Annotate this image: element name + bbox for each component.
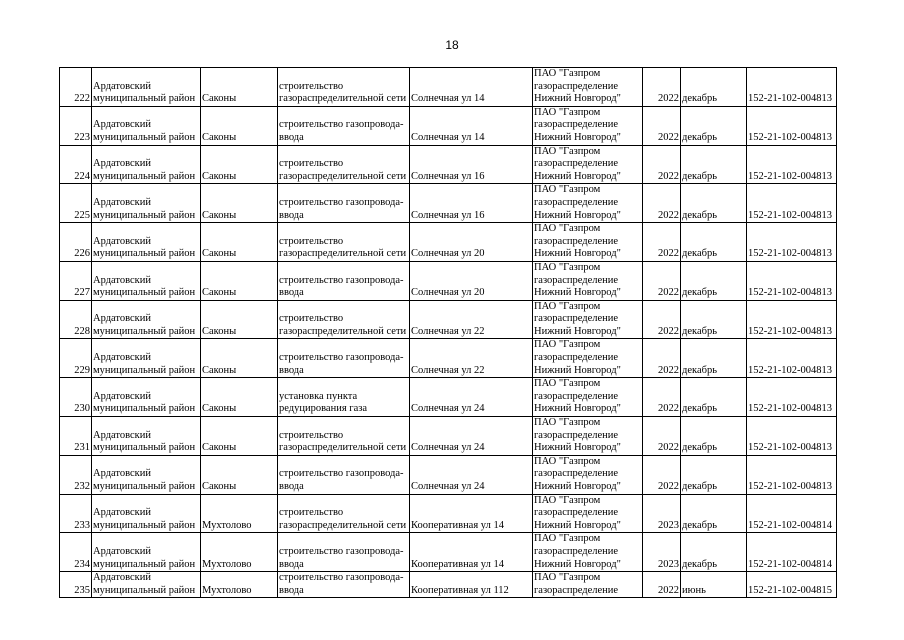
year-cell: 2023 [643, 494, 681, 533]
work-type-cell-line: редуцирования газа [279, 403, 368, 415]
code-cell: 152-21-102-004813 [747, 261, 837, 300]
organization-cell [533, 455, 643, 494]
year-cell: 2022 [643, 339, 681, 378]
organization-cell [533, 184, 643, 223]
month-cell: декабрь [681, 417, 747, 456]
year-cell: 2022 [643, 261, 681, 300]
work-type-cell-line: строительство [279, 313, 344, 325]
organization-cell [533, 106, 643, 145]
month-cell: декабрь [681, 494, 747, 533]
address-cell: Солнечная ул 24 [410, 417, 533, 456]
organization-cell-line: Нижний Новгород" [534, 403, 621, 415]
locality-cell: Саконы [201, 339, 278, 378]
organization-cell-line: ПАО "Газпром [534, 223, 601, 235]
month-cell: декабрь [681, 455, 747, 494]
work-type-cell [278, 455, 410, 494]
work-type-cell-line: ввода [279, 558, 304, 570]
organization-cell-line: Нижний Новгород" [534, 170, 621, 182]
organization-cell-line: ПАО "Газпром [534, 68, 601, 79]
district-cell-line: Ардатовский [93, 196, 152, 208]
code-cell: 152-21-102-004813 [747, 184, 837, 223]
organization-cell [533, 378, 643, 417]
organization-cell [533, 339, 643, 378]
organization-cell-line: ПАО "Газпром [534, 339, 601, 351]
district-cell [92, 223, 201, 262]
organization-cell-line: газораспределение [534, 545, 619, 557]
organization-cell-line: газораспределение [534, 313, 619, 325]
organization-cell-line: ПАО "Газпром [534, 572, 601, 584]
work-type-cell [278, 533, 410, 572]
district-cell [92, 455, 201, 494]
district-cell [92, 494, 201, 533]
work-type-cell-line: строительство [279, 507, 344, 519]
district-cell [92, 572, 201, 598]
address-cell: Солнечная ул 24 [410, 378, 533, 417]
organization-cell [533, 300, 643, 339]
locality-cell: Саконы [201, 106, 278, 145]
work-type-cell-line: строительство [279, 429, 344, 441]
year-cell: 2022 [643, 572, 681, 598]
district-cell-line: Ардатовский [93, 429, 152, 441]
table-body [60, 68, 837, 598]
organization-cell-line: Нижний Новгород" [534, 287, 621, 299]
month-cell: декабрь [681, 378, 747, 417]
district-cell-line: муниципальный район [93, 403, 196, 415]
organization-cell-line: газораспределение [534, 158, 619, 170]
month-cell: декабрь [681, 145, 747, 184]
address-cell: Солнечная ул 22 [410, 300, 533, 339]
district-cell-line: Ардатовский [93, 468, 152, 480]
organization-cell-line: газораспределение [534, 352, 619, 364]
organization-cell-line: Нижний Новгород" [534, 209, 621, 221]
locality-cell: Саконы [201, 455, 278, 494]
table-row [60, 533, 837, 572]
work-type-cell-line: газораспределительной сети [279, 248, 407, 260]
code-cell: 152-21-102-004813 [747, 378, 837, 417]
organization-cell [533, 68, 643, 107]
locality-cell: Саконы [201, 184, 278, 223]
organization-cell-line: ПАО "Газпром [534, 145, 601, 157]
organization-cell-line: Нижний Новгород" [534, 325, 621, 337]
work-type-cell-line: ввода [279, 481, 304, 492]
year-cell: 2022 [643, 455, 681, 494]
month-cell: декабрь [681, 339, 747, 378]
work-type-cell [278, 184, 410, 223]
organization-cell [533, 223, 643, 262]
work-type-cell-line: строительство газопровода- [279, 468, 404, 480]
locality-cell: Саконы [201, 261, 278, 300]
work-type-cell-line: строительство газопровода- [279, 352, 404, 364]
district-cell [92, 417, 201, 456]
district-cell-line: Ардатовский [93, 80, 152, 92]
month-cell: декабрь [681, 261, 747, 300]
row-number-cell: 235 [60, 572, 92, 598]
district-cell-line: Ардатовский [93, 274, 152, 286]
organization-cell-line: Нижний Новгород" [534, 519, 621, 531]
district-cell-line: Ардатовский [93, 235, 152, 247]
district-cell-line: муниципальный район [93, 481, 196, 492]
district-cell-line: муниципальный район [93, 287, 196, 299]
organization-cell-line: газораспределение [534, 119, 619, 131]
address-cell: Кооперативная ул 112 [410, 572, 533, 598]
work-type-cell-line: газораспределительной сети [279, 442, 407, 454]
row-number-cell: 224 [60, 145, 92, 184]
work-type-cell [278, 417, 410, 456]
month-cell: декабрь [681, 68, 747, 107]
organization-cell-line: Нижний Новгород" [534, 248, 621, 260]
work-type-cell-line: газораспределительной сети [279, 325, 407, 337]
district-cell-line: муниципальный район [93, 519, 196, 531]
table-row [60, 300, 837, 339]
district-cell-line: муниципальный район [93, 558, 196, 570]
table-row [60, 572, 837, 598]
table-row [60, 417, 837, 456]
organization-cell-line: Нижний Новгород" [534, 364, 621, 376]
locality-cell: Саконы [201, 145, 278, 184]
work-type-cell-line: строительство [279, 80, 344, 92]
row-number-cell: 222 [60, 68, 92, 107]
district-cell-line: Ардатовский [93, 158, 152, 170]
organization-cell [533, 261, 643, 300]
row-number-cell: 229 [60, 339, 92, 378]
address-cell: Солнечная ул 20 [410, 261, 533, 300]
organization-cell-line: Нижний Новгород" [534, 93, 621, 105]
table-row [60, 378, 837, 417]
district-cell [92, 261, 201, 300]
locality-cell: Мухтолово [201, 572, 278, 598]
locality-cell: Саконы [201, 417, 278, 456]
organization-cell [533, 417, 643, 456]
organization-cell-line: ПАО "Газпром [534, 533, 601, 545]
district-cell-line: муниципальный район [93, 209, 196, 221]
district-cell [92, 533, 201, 572]
work-type-cell [278, 494, 410, 533]
work-type-cell [278, 572, 410, 598]
organization-cell-line: газораспределение [534, 390, 619, 402]
year-cell: 2022 [643, 184, 681, 223]
work-type-cell [278, 261, 410, 300]
work-type-cell [278, 378, 410, 417]
district-cell-line: Ардатовский [93, 390, 152, 402]
table-row [60, 494, 837, 533]
organization-cell-line: газораспределение [534, 235, 619, 247]
district-cell-line: муниципальный район [93, 248, 196, 260]
row-number-cell: 228 [60, 300, 92, 339]
work-type-cell [278, 106, 410, 145]
work-type-cell-line: ввода [279, 287, 304, 299]
year-cell: 2022 [643, 223, 681, 262]
row-number-cell: 233 [60, 494, 92, 533]
district-cell [92, 184, 201, 223]
locality-cell: Саконы [201, 300, 278, 339]
organization-cell-line: газораспределение [534, 196, 619, 208]
work-type-cell [278, 223, 410, 262]
code-cell: 152-21-102-004813 [747, 106, 837, 145]
code-cell: 152-21-102-004813 [747, 300, 837, 339]
month-cell: июнь [681, 572, 747, 598]
locality-cell: Саконы [201, 378, 278, 417]
district-cell [92, 68, 201, 107]
locality-cell: Мухтолово [201, 494, 278, 533]
district-cell-line: Ардатовский [93, 313, 152, 325]
work-type-cell-line: строительство газопровода- [279, 545, 404, 557]
organization-cell-line: Нижний Новгород" [534, 558, 621, 570]
district-cell-line: Ардатовский [93, 545, 152, 557]
organization-cell-line: Нижний Новгород" [534, 131, 621, 143]
organization-cell-line: газораспределение [534, 507, 619, 519]
work-type-cell [278, 300, 410, 339]
work-type-cell-line: строительство [279, 158, 344, 170]
row-number-cell: 223 [60, 106, 92, 145]
organization-cell-line: газораспределение [534, 274, 619, 286]
address-cell: Солнечная ул 14 [410, 106, 533, 145]
code-cell: 152-21-102-004813 [747, 455, 837, 494]
organization-cell-line: ПАО "Газпром [534, 455, 601, 467]
month-cell: декабрь [681, 223, 747, 262]
row-number-cell: 225 [60, 184, 92, 223]
organization-cell-line: Нижний Новгород" [534, 481, 621, 492]
district-cell-line: муниципальный район [93, 170, 196, 182]
row-number-cell: 232 [60, 455, 92, 494]
table-row [60, 184, 837, 223]
year-cell: 2022 [643, 68, 681, 107]
work-type-cell-line: ввода [279, 364, 304, 376]
organization-cell [533, 145, 643, 184]
month-cell: декабрь [681, 184, 747, 223]
organization-cell [533, 572, 643, 598]
district-cell [92, 106, 201, 145]
district-cell [92, 378, 201, 417]
table-row [60, 339, 837, 378]
locality-cell: Мухтолово [201, 533, 278, 572]
row-number-cell: 231 [60, 417, 92, 456]
row-number-cell: 227 [60, 261, 92, 300]
organization-cell-line: ПАО "Газпром [534, 106, 601, 118]
organization-cell-line: ПАО "Газпром [534, 378, 601, 390]
organization-cell [533, 494, 643, 533]
district-cell-line: Ардатовский [93, 572, 152, 584]
work-type-cell-line: ввода [279, 131, 304, 143]
work-type-cell-line: газораспределительной сети [279, 519, 407, 531]
district-cell [92, 300, 201, 339]
year-cell: 2022 [643, 378, 681, 417]
year-cell: 2022 [643, 300, 681, 339]
work-type-cell-line: ввода [279, 584, 304, 596]
address-cell: Солнечная ул 22 [410, 339, 533, 378]
locality-cell: Саконы [201, 223, 278, 262]
district-cell-line: муниципальный район [93, 364, 196, 376]
month-cell: декабрь [681, 106, 747, 145]
work-type-cell-line: ввода [279, 209, 304, 221]
organization-cell-line: газораспределение [534, 80, 619, 92]
page-number: 18 [445, 38, 459, 52]
row-number-cell: 234 [60, 533, 92, 572]
address-cell: Кооперативная ул 14 [410, 494, 533, 533]
organization-cell [533, 533, 643, 572]
address-cell: Солнечная ул 20 [410, 223, 533, 262]
work-type-cell [278, 339, 410, 378]
district-cell-line: муниципальный район [93, 131, 196, 143]
month-cell: декабрь [681, 300, 747, 339]
year-cell: 2023 [643, 533, 681, 572]
code-cell: 152-21-102-004813 [747, 68, 837, 107]
district-cell-line: Ардатовский [93, 119, 152, 131]
work-type-cell [278, 145, 410, 184]
row-number-cell: 230 [60, 378, 92, 417]
district-cell-line: муниципальный район [93, 93, 196, 105]
code-cell: 152-21-102-004814 [747, 494, 837, 533]
table-row [60, 455, 837, 494]
district-cell-line: Ардатовский [93, 352, 152, 364]
address-cell: Солнечная ул 16 [410, 145, 533, 184]
table-row [60, 68, 837, 107]
locality-cell: Саконы [201, 68, 278, 107]
year-cell: 2022 [643, 417, 681, 456]
work-type-cell-line: строительство газопровода- [279, 196, 404, 208]
organization-cell-line: ПАО "Газпром [534, 417, 601, 429]
organization-cell-line: ПАО "Газпром [534, 261, 601, 273]
district-cell-line: муниципальный район [93, 442, 196, 454]
work-type-cell-line: установка пункта [279, 390, 358, 402]
table-row [60, 106, 837, 145]
address-cell: Солнечная ул 24 [410, 455, 533, 494]
district-cell-line: муниципальный район [93, 325, 196, 337]
organization-cell-line: ПАО "Газпром [534, 300, 601, 312]
code-cell: 152-21-102-004813 [747, 339, 837, 378]
district-cell [92, 145, 201, 184]
registry-table [59, 67, 837, 598]
code-cell: 152-21-102-004813 [747, 417, 837, 456]
address-cell: Кооперативная ул 14 [410, 533, 533, 572]
district-cell-line: Ардатовский [93, 507, 152, 519]
code-cell: 152-21-102-004813 [747, 145, 837, 184]
row-number-cell: 226 [60, 223, 92, 262]
address-cell: Солнечная ул 14 [410, 68, 533, 107]
address-cell: Солнечная ул 16 [410, 184, 533, 223]
code-cell: 152-21-102-004815 [747, 572, 837, 598]
organization-cell-line: ПАО "Газпром [534, 494, 601, 506]
organization-cell-line: ПАО "Газпром [534, 184, 601, 196]
work-type-cell-line: газораспределительной сети [279, 93, 407, 105]
work-type-cell-line: строительство газопровода- [279, 119, 404, 131]
month-cell: декабрь [681, 533, 747, 572]
district-cell-line: муниципальный район [93, 584, 196, 596]
table-row [60, 145, 837, 184]
work-type-cell-line: строительство газопровода- [279, 572, 404, 584]
table-row [60, 223, 837, 262]
work-type-cell-line: строительство [279, 235, 344, 247]
code-cell: 152-21-102-004814 [747, 533, 837, 572]
code-cell: 152-21-102-004813 [747, 223, 837, 262]
year-cell: 2022 [643, 145, 681, 184]
organization-cell-line: газораспределение [534, 429, 619, 441]
work-type-cell-line: строительство газопровода- [279, 274, 404, 286]
work-type-cell [278, 68, 410, 107]
organization-cell-line: газораспределение [534, 584, 619, 596]
district-cell [92, 339, 201, 378]
organization-cell-line: Нижний Новгород" [534, 442, 621, 454]
table-row [60, 261, 837, 300]
organization-cell-line: газораспределение [534, 468, 619, 480]
work-type-cell-line: газораспределительной сети [279, 170, 407, 182]
year-cell: 2022 [643, 106, 681, 145]
